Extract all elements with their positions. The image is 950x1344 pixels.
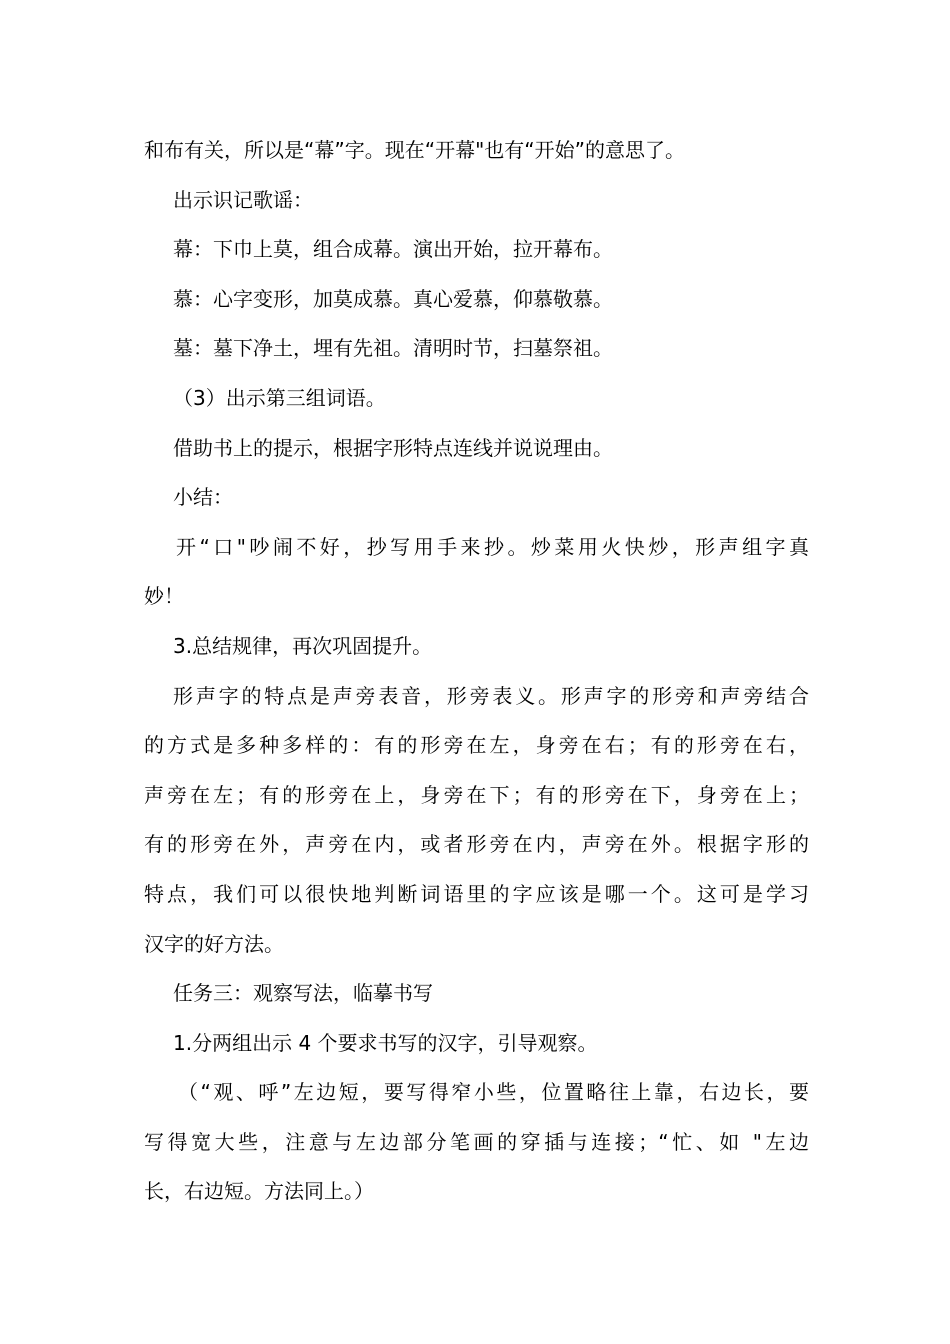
text-line: 任务三：观察写法，临摹书写 — [173, 981, 433, 1006]
text-line: 幕：下巾上莫，组合成幕。演出开始，拉开幕布。 — [173, 237, 613, 262]
text-line: 长，右边短。方法同上。） — [144, 1179, 374, 1204]
text-line: 出示识记歌谣： — [173, 187, 313, 212]
text-line: 墓：墓下净土，埋有先祖。清明时节，扫墓祭祖。 — [173, 336, 613, 361]
text-line: （3）出示第三组词语。 — [173, 385, 386, 410]
text-line: 小结： — [173, 485, 233, 510]
text-line: 借助书上的提示，根据字形特点连线并说说理由。 — [173, 435, 613, 460]
text-line: 有的形旁在外，声旁在内，或者形旁在内，声旁在外。根据字形的 — [144, 832, 809, 857]
text-line: 1.分两组出示 4 个要求书写的汉字，引导观察。 — [173, 1030, 598, 1055]
text-line: 开“口"吵闹不好，抄写用手来抄。炒菜用火快炒，形声组字真 — [176, 534, 809, 559]
text-line: 形声字的特点是声旁表音，形旁表义。形声字的形旁和声旁结合 — [173, 683, 809, 708]
text-line: 特点，我们可以很快地判断词语里的字应该是哪一个。这可是学习 — [144, 881, 809, 906]
text-line: 3.总结规律，再次巩固提升。 — [173, 633, 433, 658]
text-line: 汉字的好方法。 — [144, 931, 284, 956]
text-line: 声旁在左；有的形旁在上，身旁在下；有的形旁在下，身旁在上； — [144, 782, 809, 807]
text-line: 的方式是多种多样的：有的形旁在左，身旁在右；有的形旁在右， — [144, 733, 809, 758]
document-body — [144, 126, 809, 1217]
text-line: 和布有关，所以是“幕”字。现在“开幕"也有“开始”的意思了。 — [144, 138, 686, 162]
text-line: （“观、呼”左边短，要写得窄小些，位置略往上靠，右边长，要 — [178, 1080, 809, 1105]
text-line: 慕：心字变形，加莫成慕。真心爱慕，仰慕敬慕。 — [173, 286, 613, 311]
text-line: 写得宽大些，注意与左边部分笔画的穿插与连接；“忙、如 "左边 — [144, 1129, 809, 1154]
text-line: 妙！ — [144, 584, 184, 609]
